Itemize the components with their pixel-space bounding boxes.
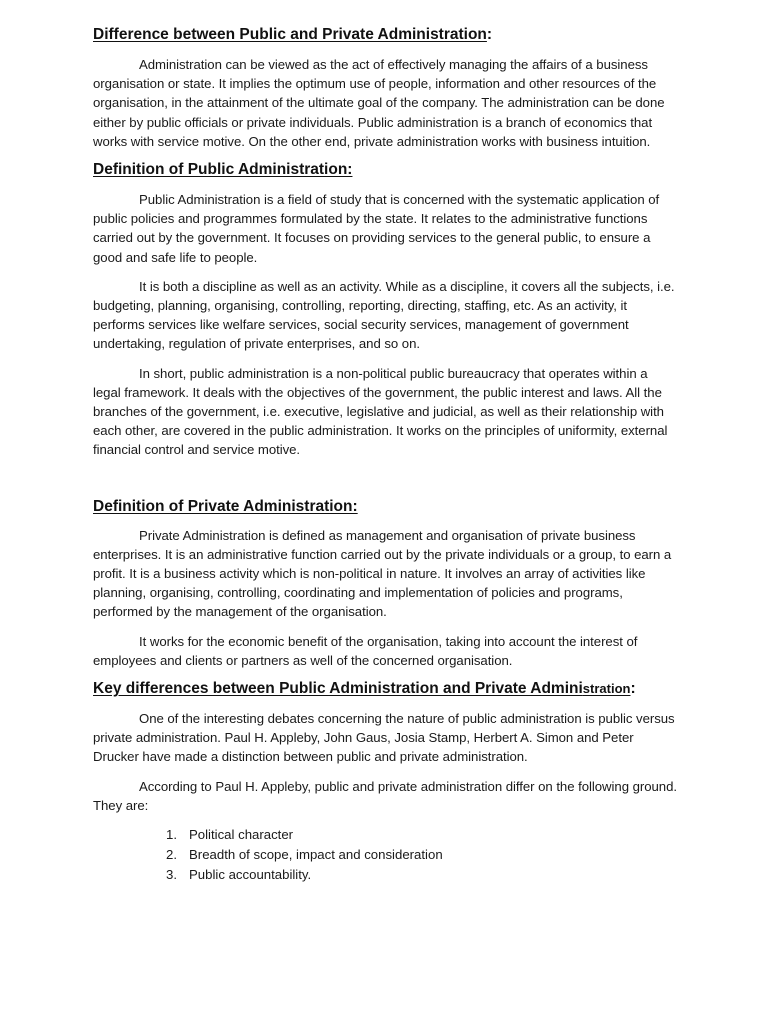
document-page bbox=[93, 24, 677, 885]
paragraph-difference-1: Administration can be viewed as the act of effectively managing the affairs of a business organisation or state. It implies the optimum use of people, information and other resources of the organisation, in the attainment of the ultimate goal of the company. The administration can be done either by public officials or private individuals. Public administration is a branch of economics that works with service motive. On the other end, private administration works with business intuition. bbox=[93, 57, 665, 149]
paragraph-private-1: Private Administration is defined as management and organisation of private business enterprises. It is an administrative function carried out by the private individuals or a group, to earn a profit. It is a business activity which is non-political in nature. It involves an array of activities like planning, organising, controlling, coordinating and implementation of policies and programs, performed by the management of the organisation. bbox=[93, 527, 672, 620]
list-item-number: 2. bbox=[166, 847, 177, 863]
heading-difference bbox=[93, 24, 677, 46]
list-item-text: Public accountability. bbox=[189, 867, 312, 883]
heading-key-differences-colon: : bbox=[630, 680, 636, 698]
paragraph-public-3: In short, public administration is a non-political public bureaucracy that operates within a legal framework. It deals with the objectives of the government, the public interest and laws. All the branches of the government, i.e. executive, legislative and judicial, as well as their relationship with each other, are covered in the public administration. It works on the principles of uniformity, external financial control and service motive. bbox=[93, 365, 668, 458]
heading-key-differences bbox=[93, 678, 677, 700]
paragraph-private-2: It works for the economic benefit of the organisation, taking into account the interest of employees and clients or partners as well of the concerned organisation. bbox=[93, 633, 638, 668]
list-item-text: Political character bbox=[189, 827, 294, 843]
heading-public-definition bbox=[93, 159, 677, 181]
list-item-text: Breadth of scope, impact and consideration bbox=[189, 847, 443, 863]
ground-list bbox=[93, 825, 677, 885]
heading-difference-colon: : bbox=[486, 26, 493, 43]
list-item bbox=[93, 825, 677, 845]
heading-key-differences-text bbox=[93, 680, 630, 697]
list-item-number: 3. bbox=[166, 867, 177, 883]
heading-difference-text: Difference between Public and Private Administration bbox=[93, 26, 487, 43]
list-item bbox=[93, 845, 677, 865]
paragraph-public-1: Public Administration is a field of study that is concerned with the systematic application of public policies and programmes formulated by the state. It relates to the administrative functions carried out by the government. It focuses on providing services to the general public, to ensure a good and safe life to people. bbox=[93, 192, 660, 265]
paragraph-key-1: One of the interesting debates concerning the nature of public administration is public versus private administration. Paul H. Appleby, John Gaus, Josia Stamp, Herbert A. Simon and Peter Drucker have made a distinction between public and private administration. bbox=[93, 711, 675, 765]
list-item bbox=[93, 865, 677, 885]
heading-key-differences-main: Key differences between Public Administration and Private Admini bbox=[93, 680, 583, 698]
heading-public-definition-text: Definition of Public Administration: bbox=[93, 161, 353, 179]
heading-private-definition-text: Definition of Private Administration: bbox=[93, 497, 358, 515]
list-item-number: 1. bbox=[166, 827, 177, 843]
paragraph-key-2: According to Paul H. Appleby, public and private administration differ on the following ground. They are: bbox=[93, 778, 677, 813]
heading-private-definition bbox=[93, 496, 677, 518]
paragraph-public-2: It is both a discipline as well as an activity. While as a discipline, it covers all the subjects, i.e. budgeting, planning, organising, controlling, reporting, directing, staffing, etc. As an activity, it performs services like welfare services, social security services, management of government undertaking, regulation of private enterprises, and so on. bbox=[93, 278, 675, 352]
heading-key-differences-tail: stration bbox=[582, 681, 631, 697]
